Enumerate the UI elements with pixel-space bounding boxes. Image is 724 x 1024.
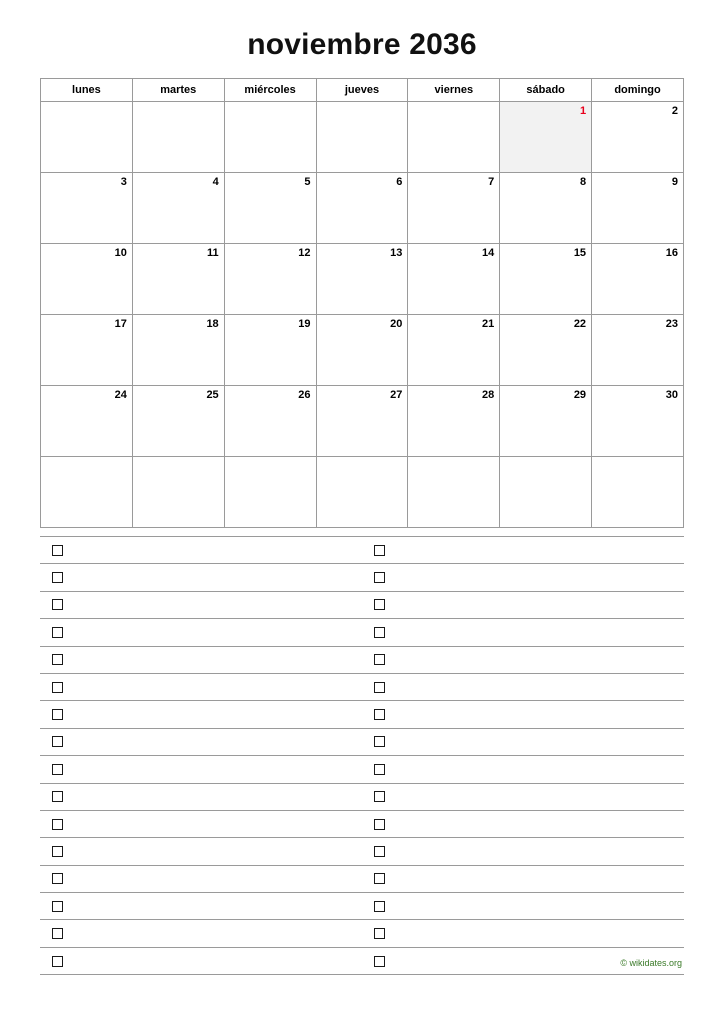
note-row [40,729,684,756]
note-entry[interactable] [40,784,362,810]
note-entry[interactable] [40,920,362,946]
calendar-day-cell[interactable] [132,244,224,315]
note-entry[interactable] [362,729,684,755]
day-number: 8 [579,176,587,188]
weekday-header-sabado: sábado [500,79,592,102]
day-number: 2 [671,105,678,117]
day-number: 1 [579,105,587,117]
note-entry[interactable] [362,811,684,837]
checkbox-empty-icon[interactable] [52,736,63,747]
checkbox-empty-icon[interactable] [52,791,63,802]
calendar-day-cell[interactable] [41,315,133,386]
calendar-day-cell[interactable] [592,315,684,386]
calendar-week-row [41,315,684,386]
day-number: 26 [298,389,311,401]
note-entry[interactable] [362,784,684,810]
calendar-day-cell[interactable] [316,315,408,386]
note-entry[interactable] [40,948,362,974]
note-row [40,674,684,701]
checkbox-empty-icon[interactable] [374,956,385,967]
checkbox-empty-icon[interactable] [52,901,63,912]
calendar-day-cell[interactable] [132,315,224,386]
checkbox-empty-icon[interactable] [374,901,385,912]
checkbox-empty-icon[interactable] [52,819,63,830]
calendar-day-cell[interactable] [41,386,133,457]
weekday-header-domingo: domingo [592,79,684,102]
note-entry[interactable] [362,866,684,892]
checkbox-empty-icon[interactable] [374,572,385,583]
note-entry[interactable] [40,564,362,590]
note-entry[interactable] [40,756,362,782]
note-entry[interactable] [362,756,684,782]
weekday-header-martes: martes [132,79,224,102]
note-row [40,784,684,811]
day-number: 4 [212,176,219,188]
note-row [40,893,684,920]
day-number: 14 [481,247,495,259]
note-entry[interactable] [40,701,362,727]
calendar-day-cell[interactable] [316,173,408,244]
note-entry[interactable] [40,811,362,837]
calendar-day-cell[interactable] [316,244,408,315]
checkbox-empty-icon[interactable] [374,819,385,830]
checkbox-empty-icon[interactable] [374,791,385,802]
calendar-day-cell[interactable] [132,386,224,457]
day-number: 20 [390,318,403,330]
note-row [40,838,684,865]
calendar-empty-cell[interactable] [316,102,408,173]
calendar-empty-cell[interactable] [132,102,224,173]
checkbox-empty-icon[interactable] [52,572,63,583]
note-entry[interactable] [362,619,684,645]
checkbox-empty-icon[interactable] [374,764,385,775]
calendar-day-cell[interactable] [500,315,592,386]
footer-credit: © wikidates.org [620,958,682,968]
calendar-week-row [41,457,684,528]
day-number: 13 [390,247,403,259]
checkbox-empty-icon[interactable] [374,627,385,638]
note-entry[interactable] [362,592,684,618]
day-number: 29 [573,389,587,401]
calendar-day-cell[interactable] [408,315,500,386]
checkbox-empty-icon[interactable] [374,709,385,720]
note-entry[interactable] [40,729,362,755]
day-number: 3 [120,176,127,188]
note-row [40,866,684,893]
day-number: 12 [298,247,311,259]
day-number: 15 [573,247,587,259]
calendar-day-cell[interactable] [41,173,133,244]
note-entry[interactable] [40,647,362,673]
weekday-header-viernes: viernes [408,79,500,102]
weekday-header-miercoles: miércoles [224,79,316,102]
day-number: 30 [665,389,678,401]
calendar-day-cell[interactable] [224,315,316,386]
note-entry[interactable] [40,619,362,645]
month-calendar-table [40,78,684,528]
calendar-empty-cell[interactable] [316,457,408,528]
note-entry[interactable] [362,893,684,919]
checkbox-empty-icon[interactable] [52,873,63,884]
note-row [40,592,684,619]
checkbox-empty-icon[interactable] [374,928,385,939]
calendar-day-cell[interactable] [500,244,592,315]
calendar-day-cell[interactable] [592,386,684,457]
checkbox-empty-icon[interactable] [374,873,385,884]
calendar-day-cell[interactable] [316,386,408,457]
calendar-day-cell[interactable] [408,386,500,457]
day-number: 19 [298,318,311,330]
note-entry[interactable] [40,866,362,892]
page-title: noviembre 2036 [247,28,477,61]
calendar-week-row [41,173,684,244]
day-number: 21 [481,318,495,330]
calendar-empty-cell[interactable] [224,457,316,528]
calendar-empty-cell[interactable] [408,102,500,173]
calendar-day-cell[interactable] [500,102,592,173]
calendar-container [40,78,684,528]
checkbox-empty-icon[interactable] [374,736,385,747]
day-number: 25 [206,389,219,401]
calendar-day-cell[interactable] [408,244,500,315]
checkbox-empty-icon[interactable] [374,654,385,665]
calendar-week-row [41,244,684,315]
calendar-week-row [41,102,684,173]
calendar-day-cell[interactable] [592,244,684,315]
notes-section [40,536,684,975]
checkbox-empty-icon[interactable] [52,956,63,967]
day-number: 23 [665,318,678,330]
calendar-empty-cell[interactable] [500,457,592,528]
day-number: 22 [573,318,587,330]
calendar-day-cell[interactable] [224,173,316,244]
weekday-header-lunes: lunes [41,79,133,102]
day-number: 18 [206,318,219,330]
day-number: 24 [114,389,127,401]
checkbox-empty-icon[interactable] [374,682,385,693]
calendar-day-cell[interactable] [500,173,592,244]
calendar-day-cell[interactable] [41,244,133,315]
checkbox-empty-icon[interactable] [374,599,385,610]
checkbox-empty-icon[interactable] [52,764,63,775]
checkbox-empty-icon[interactable] [52,682,63,693]
checkbox-empty-icon[interactable] [52,599,63,610]
note-row [40,756,684,783]
note-entry[interactable] [362,564,684,590]
note-row [40,920,684,947]
note-entry[interactable] [362,701,684,727]
calendar-day-cell[interactable] [132,173,224,244]
note-entry[interactable] [40,838,362,864]
note-row [40,948,684,975]
day-number: 5 [304,176,311,188]
weekday-header-jueves: jueves [316,79,408,102]
day-number: 11 [207,247,219,259]
note-row [40,619,684,646]
calendar-empty-cell[interactable] [132,457,224,528]
calendar-week-row [41,386,684,457]
checkbox-empty-icon[interactable] [52,709,63,720]
checkbox-empty-icon[interactable] [52,928,63,939]
calendar-day-cell[interactable] [408,173,500,244]
calendar-day-cell[interactable] [500,386,592,457]
note-entry[interactable] [40,893,362,919]
weekday-header-row [41,79,684,102]
day-number: 7 [488,176,495,188]
calendar-body [41,102,684,528]
checkbox-empty-icon[interactable] [52,846,63,857]
note-entry[interactable] [362,838,684,864]
calendar-empty-cell[interactable] [224,102,316,173]
note-entry[interactable] [40,674,362,700]
day-number: 17 [114,318,127,330]
note-row [40,564,684,591]
checkbox-empty-icon[interactable] [374,846,385,857]
note-row [40,647,684,674]
calendar-empty-cell[interactable] [408,457,500,528]
day-number: 9 [671,176,678,188]
note-row [40,536,684,564]
calendar-empty-cell[interactable] [41,457,133,528]
checkbox-empty-icon[interactable] [374,545,385,556]
calendar-day-cell[interactable] [592,102,684,173]
day-number: 27 [390,389,403,401]
day-number: 10 [114,247,127,259]
calendar-day-cell[interactable] [224,386,316,457]
day-number: 6 [396,176,403,188]
note-row [40,811,684,838]
calendar-empty-cell[interactable] [41,102,133,173]
note-entry[interactable] [40,592,362,618]
note-entry[interactable] [362,537,684,563]
calendar-day-cell[interactable] [224,244,316,315]
note-entry[interactable] [40,537,362,563]
note-entry[interactable] [362,674,684,700]
day-number: 16 [665,247,678,259]
day-number: 28 [481,389,495,401]
checkbox-empty-icon[interactable] [52,545,63,556]
note-row [40,701,684,728]
calendar-day-cell[interactable] [592,173,684,244]
checkbox-empty-icon[interactable] [52,654,63,665]
note-entry[interactable] [362,647,684,673]
calendar-empty-cell[interactable] [592,457,684,528]
note-entry[interactable] [362,920,684,946]
checkbox-empty-icon[interactable] [52,627,63,638]
